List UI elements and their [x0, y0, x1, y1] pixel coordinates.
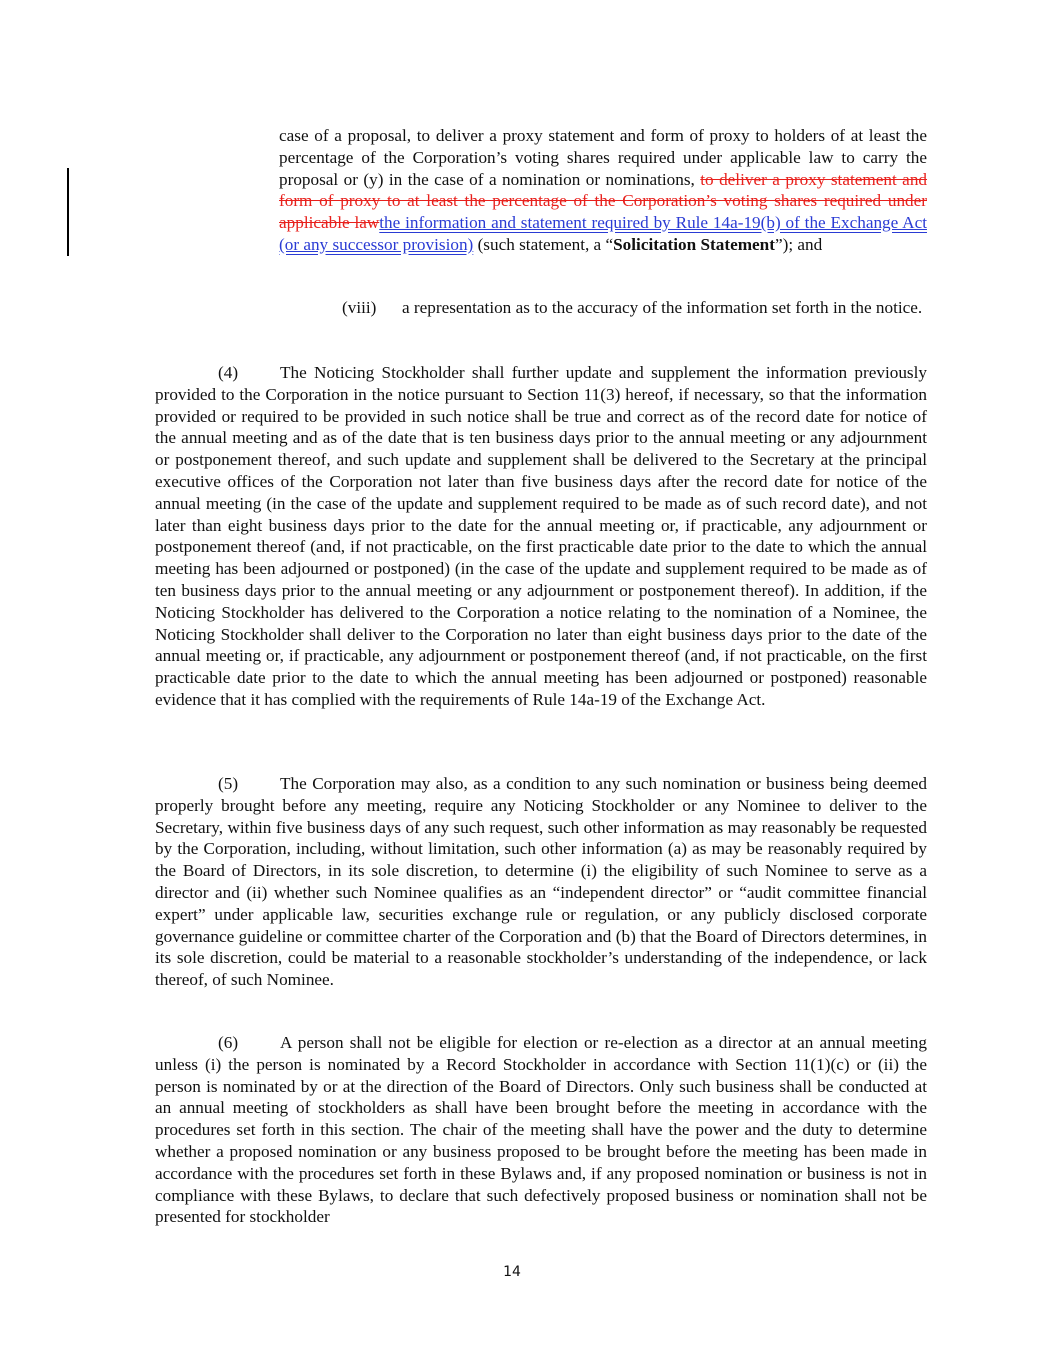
- paragraph-number: (4): [218, 363, 239, 382]
- paragraph-text: a representation as to the accuracy of the information set forth in the notice.: [402, 298, 923, 317]
- paragraph-6: [155, 1032, 927, 1228]
- defined-term: Solicitation Statement: [613, 234, 775, 254]
- paragraph-text: The Corporation may also, as a condition to any such nomination or business being deemed properly brought before any meeting, require any Noticing Stockholder or any Nominee to deliver to the Secretary, within five business days of any such request, such other information as may reasonably be requested by the Corporation, including, without limitation, such other information (a) as may be reasonably required by the Board of Directors, in its sole discretion, to determine (i) the eligibility of such Nominee to serve as a director and (ii) whether such Nominee qualifies as an “independent director” or “audit committee financial expert” under applicable law, securities exchange rule or regulation, or any publicly disclosed corporate governance guideline or committee charter of the Corporation and (b) that the Board of Directors determines, in its sole discretion, could be material to a reasonable stockholder’s understanding of the independence, or lack thereof, of such Nominee.: [155, 774, 927, 990]
- paragraph-text: The Noticing Stockholder shall further update and supplement the information previously provided to the Corporation in the notice pursuant to Section 11(3) hereof, if necessary, so that the information provided or required to be provided in such notice shall be true and correct as of the record date for notice of the annual meeting and as of the date that is ten business days prior to the annual meeting or any adjournment or postponement thereof, and such update and supplement shall be delivered to the Secretary at the principal executive offices of the Corporation not later than five business days after the record date for notice of the annual meeting (in the case of the update and supplement required to be made as of such record date), and not later than eight business days prior to the date for the annual meeting or, if practicable, any adjournment or postponement thereof (and, if not practicable, on the first practicable date prior to the date to which the annual meeting has been adjourned or postponed) (in the case of the update and supplement required to be made as of ten business days prior to the annual meeting or any adjournment or postponement thereof). In addition, if the Noticing Stockholder has delivered to the Corporation a notice relating to the nomination of a Nominee, the Noticing Stockholder shall deliver to the Corporation no later than eight business days prior to the date of the annual meeting or, if practicable, any adjournment or postponement thereof (and, if not practicable, on the first practicable date prior to the date to which the annual meeting has been adjourned or postponed) reasonable evidence that it has complied with the requirements of Rule 14a-19 of the Exchange Act.: [155, 363, 927, 709]
- inserted-text: the information and statement required by Rule 14a-19(b) of the Exchange Act (or any successor provision): [279, 213, 927, 254]
- paragraph-number: (6): [218, 1033, 239, 1052]
- paragraph-solicitation-statement: [279, 125, 927, 256]
- paragraph-number: (5): [218, 774, 239, 793]
- paragraph-viii: [279, 297, 927, 319]
- paragraph-text: ”); and: [774, 234, 823, 254]
- page-number: 14: [503, 1264, 521, 1280]
- deleted-text: to deliver a proxy statement and form of proxy to at least the percentage of the Corporation’s voting shares required under applicable law: [279, 169, 928, 233]
- paragraph-4: [155, 362, 927, 711]
- paragraph-text: (such statement, a “: [473, 234, 614, 254]
- revision-change-bar: [67, 168, 69, 256]
- paragraph-text: A person shall not be eligible for election or re-election as a director at an annual meeting unless (i) the person is nominated by a Record Stockholder in accordance with Section 11(1)(c) or (ii) the person is nominated by or at the direction of the Board of Directors. Only such business shall be conducted at an annual meeting of stockholders as shall have been brought before the meeting in accordance with the procedures set forth in this section. The chair of the meeting shall have the power and the duty to determine whether a proposed nomination or any business proposed to be brought before the meeting has been made in accordance with the procedures set forth in these Bylaws and, if any proposed nomination or business is not in compliance with these Bylaws, to declare that such defectively proposed business or nomination shall not be presented for stockholder: [155, 1033, 927, 1227]
- paragraph-number: (viii): [342, 298, 377, 317]
- paragraph-5: [155, 773, 927, 991]
- paragraph-text: case of a proposal, to deliver a proxy statement and form of proxy to holders of at least the percentage of the Corporation’s voting shares required under applicable law to carry the proposal or (y) in the case of a nomination or nominations,: [279, 126, 927, 189]
